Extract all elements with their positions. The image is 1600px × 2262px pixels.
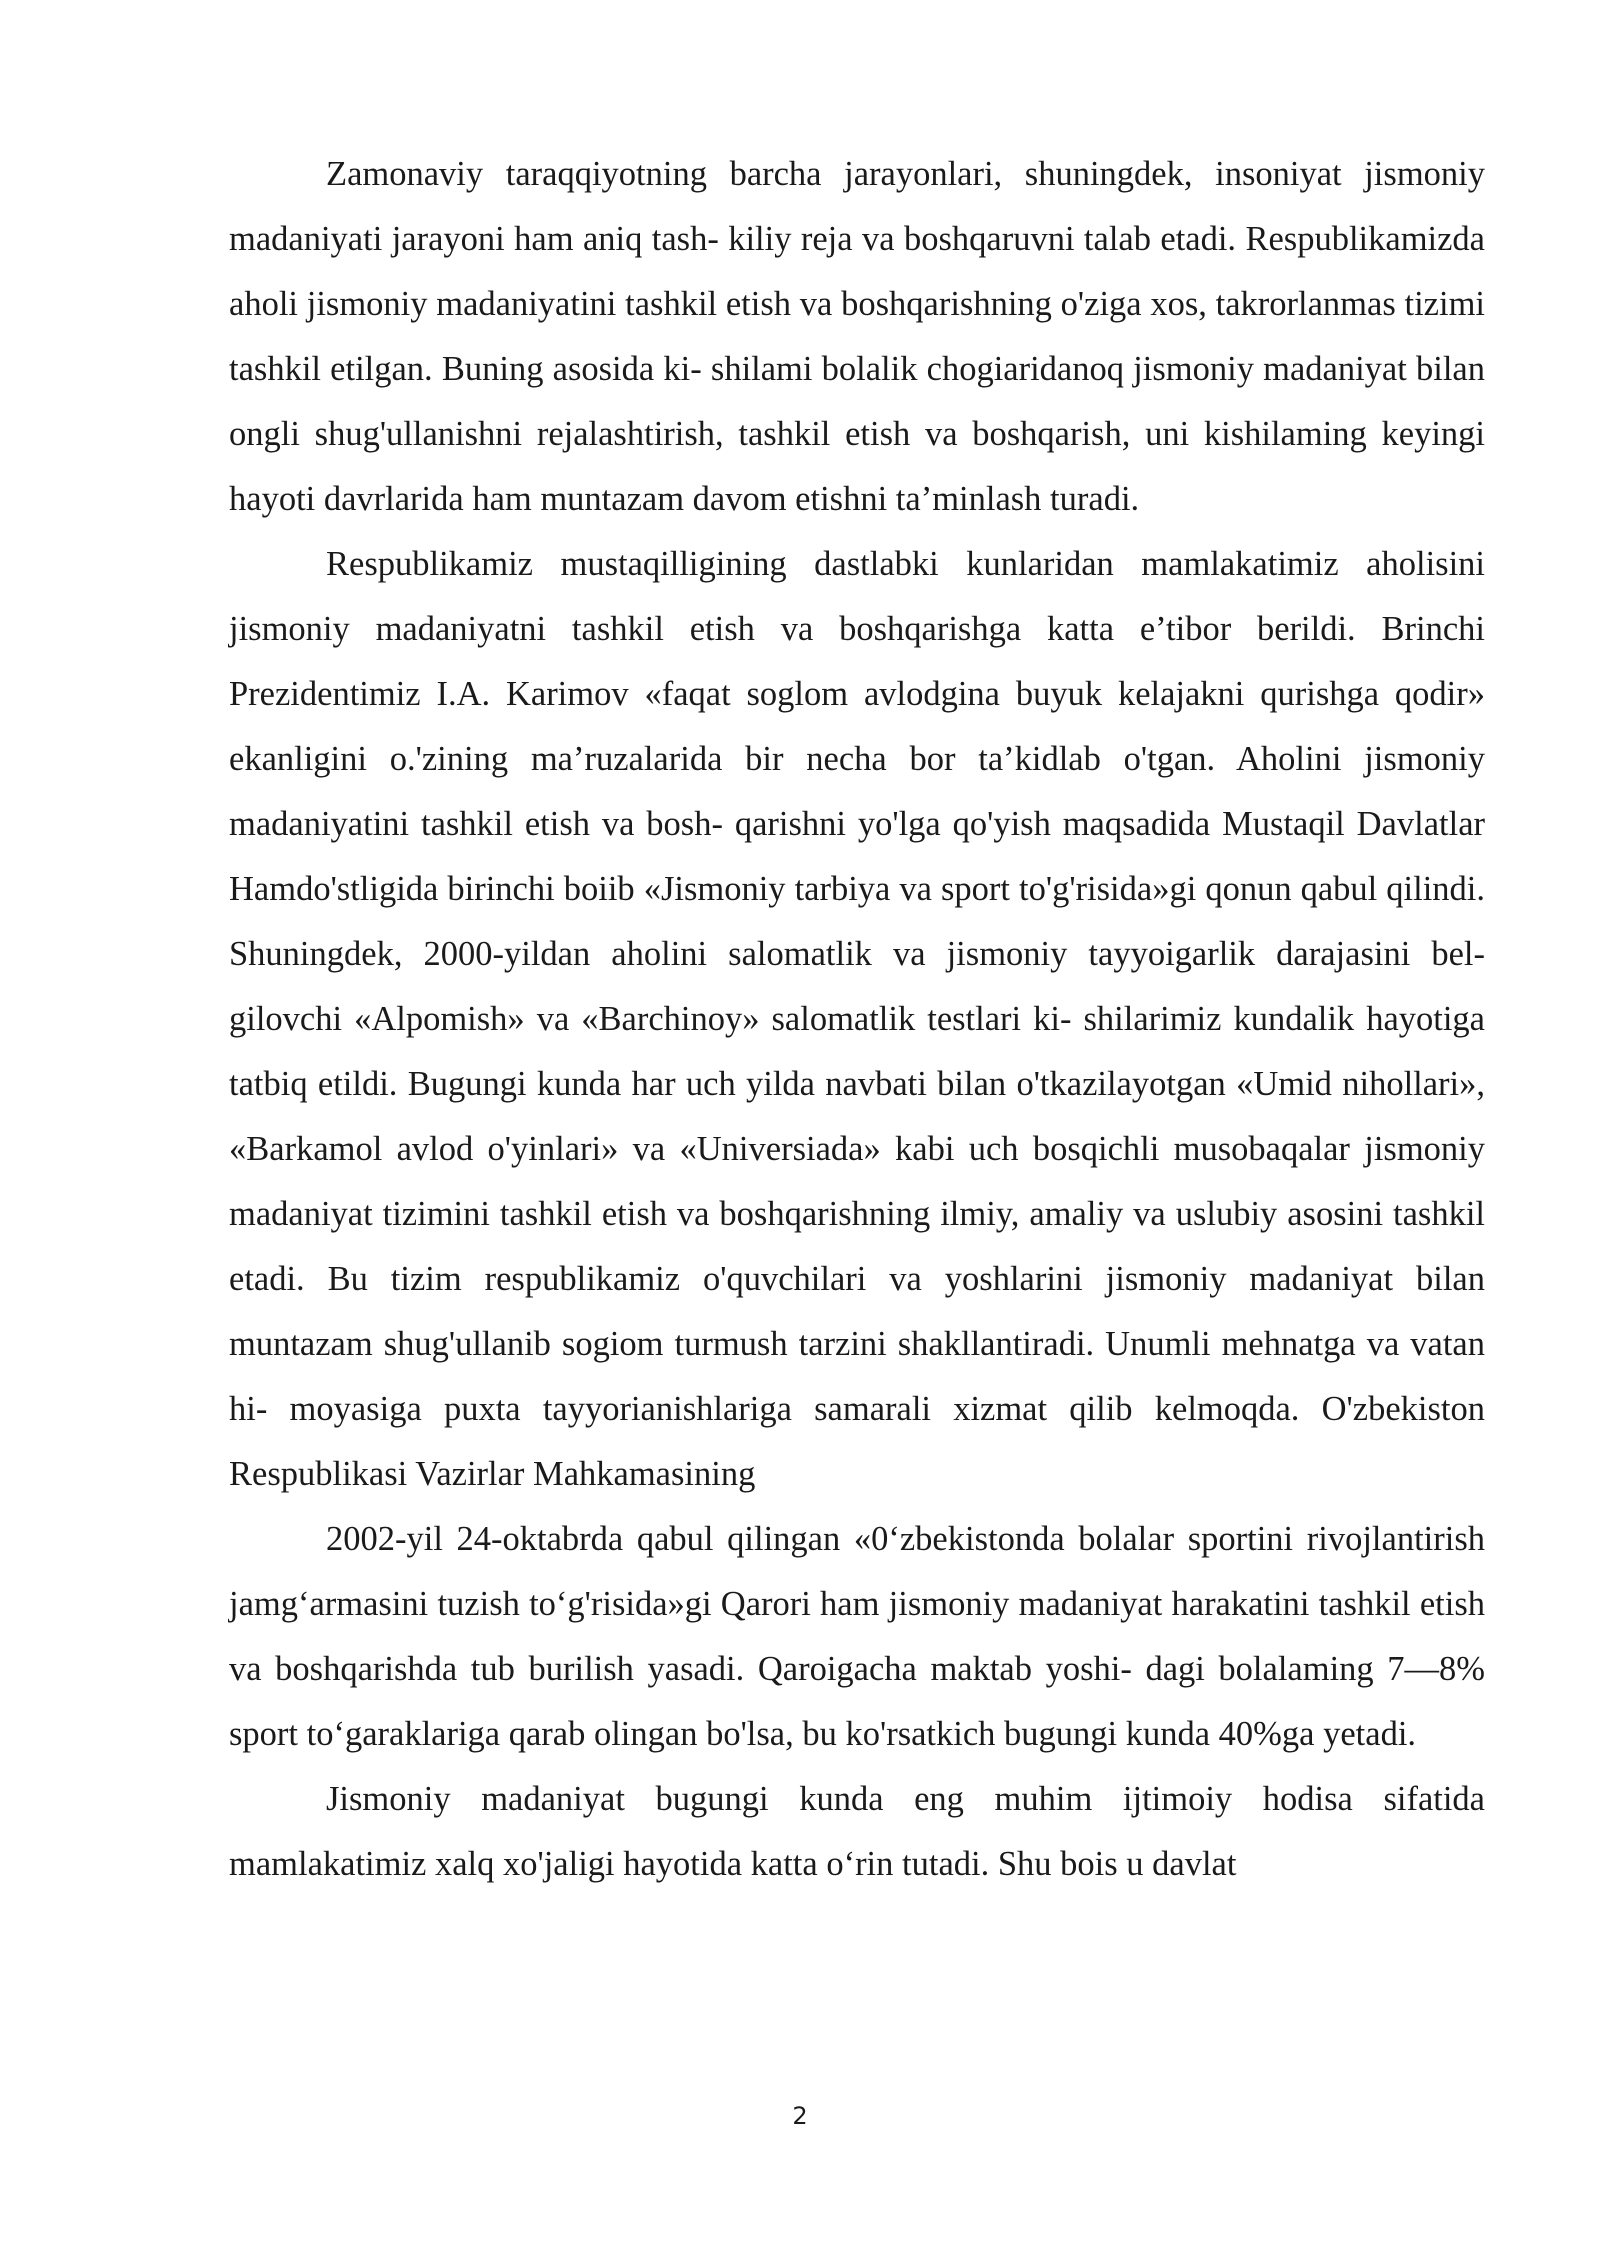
paragraph-intro: Zamonaviy taraqqiyotning barcha jarayonlari, shuningdek, insoniyat jismoniy madaniyati jarayoni ham aniq tash- kiliy reja va boshqaruvni talab etadi. Respublikamizda aholi jismoniy madaniyatini tashkil etish va boshqarishning o'ziga xos, takrorlanmas tizimi tashkil etilgan. Buning asosida ki- shilami bolalik chogiaridanoq jismoniy madaniyat bilan ongli shug'ullanishni rejalashtirish, tashkil etish va boshqarish, uni kishilaming keyingi hayoti davrlarida ham muntazam davom etishni ta’minlash turadi. [229,155,1485,518]
page-number: 2 [792,2102,808,2130]
paragraph-resolution: 2002-yil 24-oktabrda qabul qilingan «0‘zbekistonda bolalar sportini rivojlantirish jamg‘armasini tuzish to‘g'risida»gi Qarori ham jismoniy madaniyat harakatini tashkil etish va boshqarishda tub burilish yasadi. Qaroigacha maktab yoshi- dagi bolalaming 7—8% sport to‘garaklariga qarab olingan bo'lsa, bu ko'rsatkich bugungi kunda 40%ga yetadi. [229,1520,1485,1753]
paragraph-independence: Respublikamiz mustaqilligining dastlabki kunlaridan mamlakatimiz aholisini jismoniy madaniyatni tashkil etish va boshqarishga katta e’tibor berildi. Brinchi Prezidentimiz I.A. Karimov «faqat soglom avlodgina buyuk kelajakni qurishga qodir» ekanligini o.'zining ma’ruzalarida bir necha bor ta’kidlab o'tgan. Aholini jismoniy madaniyatini tashkil etish va bosh- qarishni yo'lga qo'yish maqsadida Mustaqil Davlatlar Hamdo'stligida birinchi boiib «Jismoniy tarbiya va sport to'g'risida»gi qonun qabul qilindi. Shuningdek, 2000-yildan aholini salomatlik va jismoniy tayyoigarlik darajasini bel- gilovchi «Alpomish» va «Barchinoy» salomatlik testlari ki- shilarimiz kundalik hayotiga tatbiq etildi. Bugungi kunda har uch yilda navbati bilan o'tkazilayotgan «Umid nihollari», «Barkamol avlod o'yinlari» va «Universiada» kabi uch bosqichli musobaqalar jismoniy madaniyat tizimini tashkil etish va boshqarishning ilmiy, amaliy va uslubiy asosini tashkil etadi. Bu tizim respublikamiz o'quvchilari va yoshlarini jismoniy madaniyat bilan muntazam shug'ullanib sogiom turmush tarzini shakllantiradi. Unumli mehnatga va vatan hi- moyasiga puxta tayyorianishlariga samarali xizmat qilib kelmoqda. O'zbekiston Respublikasi Vazirlar Mahkamasining [229,545,1485,1493]
paragraph-social-role: Jismoniy madaniyat bugungi kunda eng muhim ijtimoiy hodisa sifatida mamlakatimiz xalq xo'jaligi hayotida katta o‘rin tutadi. Shu bois u davlat [229,1780,1485,1883]
body-text [229,142,1485,1897]
